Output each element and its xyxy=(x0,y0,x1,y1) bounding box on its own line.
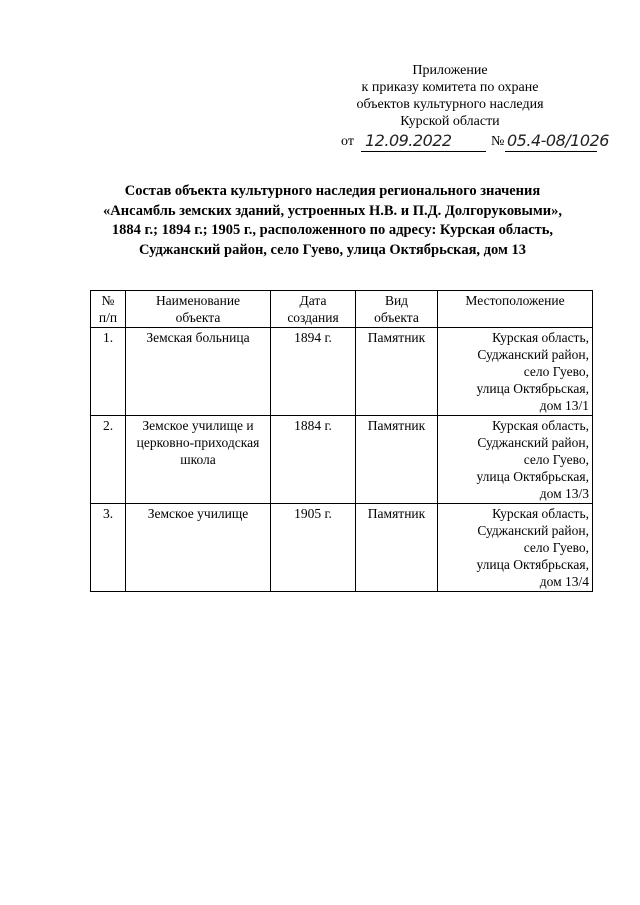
title-line: 1884 г.; 1894 г.; 1905 г., расположенного по адресу: Курская область, xyxy=(111,222,554,238)
header-date-line: создания xyxy=(287,310,339,325)
order-from-label: от xyxy=(341,134,354,149)
row-name-line: Земское училище и xyxy=(142,418,254,433)
row-location-line: дом 13/4 xyxy=(539,574,589,589)
row-location-line: улица Октябрьская, xyxy=(476,469,589,484)
row-name xyxy=(126,416,271,504)
row-name xyxy=(126,504,271,592)
row-name-line: Земское училище xyxy=(147,506,249,521)
row-location-line: Курская область, xyxy=(492,418,589,433)
appendix-line: к приказу комитета по охране xyxy=(361,80,539,95)
appendix-line: Приложение xyxy=(412,63,488,78)
order-number-label: № xyxy=(491,134,505,149)
row-location-line: Курская область, xyxy=(492,506,589,521)
order-date-underline xyxy=(361,151,486,152)
row-type: Памятник xyxy=(356,328,438,416)
row-location-line: улица Октябрьская, xyxy=(476,381,589,396)
row-location-line: Суджанский район, xyxy=(477,435,589,450)
header-type-line: Вид xyxy=(384,293,409,308)
appendix-line: объектов культурного наследия xyxy=(356,97,544,112)
row-location-line: Суджанский район, xyxy=(477,347,589,362)
header-num-line: п/п xyxy=(98,310,118,325)
row-num: 1. xyxy=(91,328,126,416)
row-location-line: дом 13/3 xyxy=(539,486,589,501)
order-number-underline xyxy=(505,151,597,152)
row-location-line: Суджанский район, xyxy=(477,523,589,538)
row-name-line: церковно-приходская xyxy=(136,435,260,450)
appendix-header xyxy=(300,62,600,130)
title-line: «Ансамбль земских зданий, устроенных Н.В. и П.Д. Долгоруковыми», xyxy=(103,202,562,219)
table-row xyxy=(91,328,593,416)
title-line: Состав объекта культурного наследия регионального значения xyxy=(124,183,541,199)
header-date xyxy=(271,291,356,328)
row-location xyxy=(438,328,593,416)
table-header-row xyxy=(91,291,593,328)
header-name-line: объекта xyxy=(175,310,221,325)
row-location xyxy=(438,416,593,504)
order-reference xyxy=(341,130,609,154)
row-type: Памятник xyxy=(356,504,438,592)
row-name-line: школа xyxy=(180,452,216,467)
header-type-line: объекта xyxy=(374,310,419,325)
row-location-line: село Гуево, xyxy=(523,540,589,555)
row-location-line: село Гуево, xyxy=(523,364,589,379)
heritage-objects-table xyxy=(90,290,593,592)
row-location-line: село Гуево, xyxy=(523,452,589,467)
title-line: Суджанский район, село Гуево, улица Октябрьская, дом 13 xyxy=(139,241,526,258)
row-date: 1884 г. xyxy=(271,416,356,504)
row-location xyxy=(438,504,593,592)
appendix-line: Курской области xyxy=(400,114,500,129)
row-name xyxy=(126,328,271,416)
header-name-line: Наименование xyxy=(155,293,241,308)
order-date-handwritten: 12.09.2022 xyxy=(365,131,452,150)
header-name xyxy=(126,291,271,328)
table-row xyxy=(91,504,593,592)
row-name-line: Земская больница xyxy=(146,330,250,345)
header-num xyxy=(91,291,126,328)
header-date-line: Дата xyxy=(299,293,327,308)
header-num-line: № xyxy=(101,293,115,308)
row-date: 1905 г. xyxy=(271,504,356,592)
row-location-line: дом 13/1 xyxy=(539,398,589,413)
header-type xyxy=(356,291,438,328)
row-num: 3. xyxy=(91,504,126,592)
row-type: Памятник xyxy=(356,416,438,504)
header-location-line: Местоположение xyxy=(465,293,565,308)
row-date: 1894 г. xyxy=(271,328,356,416)
table-row xyxy=(91,416,593,504)
row-num: 2. xyxy=(91,416,126,504)
order-number-handwritten: 05.4-08/1026 xyxy=(507,131,609,150)
header-location xyxy=(438,291,593,328)
document-title xyxy=(60,182,605,260)
row-location-line: Курская область, xyxy=(492,330,589,345)
row-location-line: улица Октябрьская, xyxy=(476,557,589,572)
